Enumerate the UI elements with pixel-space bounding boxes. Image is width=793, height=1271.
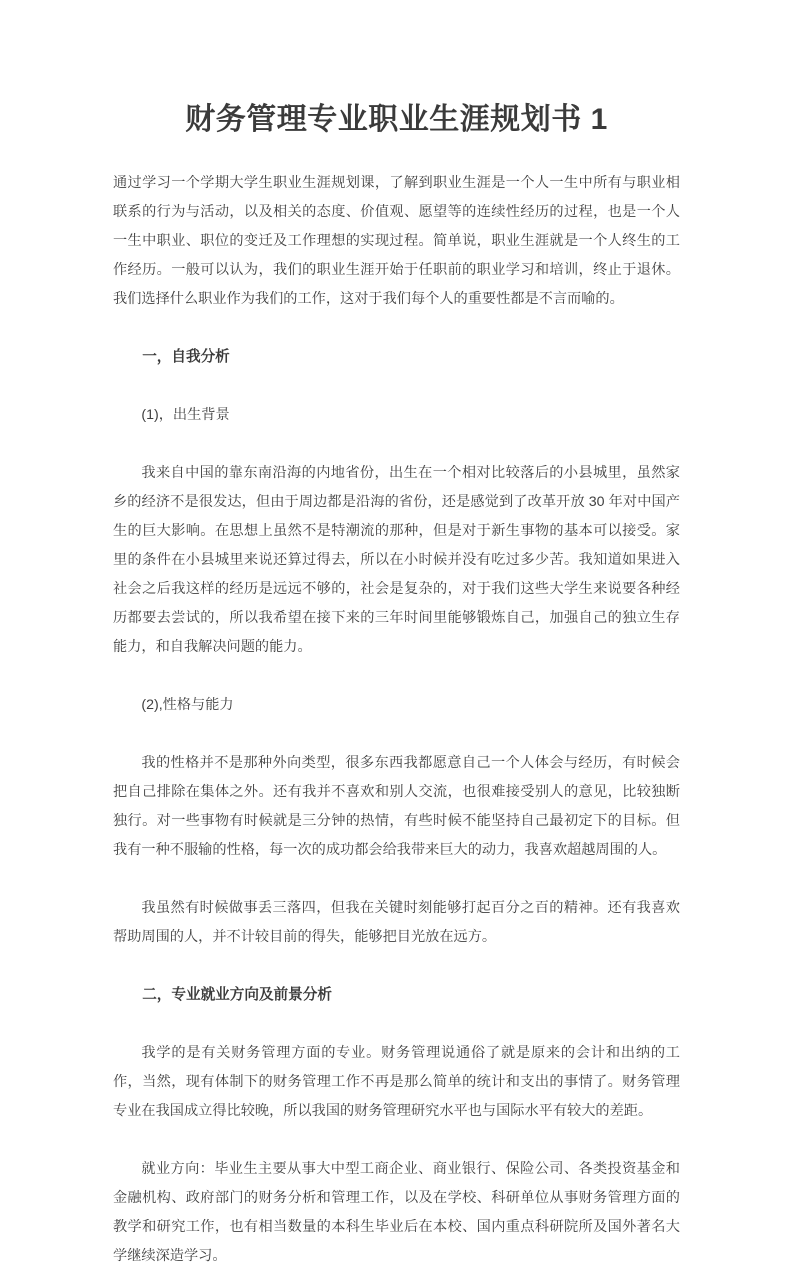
- paragraph-major-overview: 我学的是有关财务管理方面的专业。财务管理说通俗了就是原来的会计和出纳的工作，当然，现有体制下的财务管理工作不再是那么简单的统计和支出的事情了。财务管理专业在我国成立得比较晚，所以我国的财务管理研究水平也与国际水平有较大的差距。: [113, 1045, 680, 1119]
- paragraph-employment-direction: 就业方向：毕业生主要从事大中型工商企业、商业银行、保险公司、各类投资基金和金融机构、政府部门的财务分析和管理工作，以及在学校、科研单位从事财务管理方面的教学和研究工作，也有相当数量的本科生毕业后在本校、国内重点科研院所及国外著名大学继续深造学习。: [113, 1161, 680, 1264]
- paragraph-birth-background: 我来自中国的靠东南沿海的内地省份，出生在一个相对比较落后的小县城里，虽然家乡的经济不是很发达，但由于周边都是沿海的省份，还是感觉到了改革开放 30 年对中国产生的巨大影响。在思想上虽然不是特潮流的那种，但是对于新生事物的基本可以接受。家里的条件在小县城里来说还算过得去，所以在小时候并没有吃过多少苦。我知道如果进入社会之后我这样的经历是远远不够的，社会是复杂的，对于我们这些大学生来说要各种经历都要去尝试的，所以我希望在接下来的三年时间里能够锻炼自己，加强自己的独立生存能力，和自我解决问题的能力。: [113, 465, 680, 655]
- paragraph-personality-1: 我的性格并不是那种外向类型，很多东西我都愿意自己一个人体会与经历，有时候会把自己排除在集体之外。还有我并不喜欢和别人交流，也很难接受别人的意见，比较独断独行。对一些事物有时候就是三分钟的热情，有些时候不能坚持自己最初定下的目标。但我有一种不服输的性格，每一次的成功都会给我带来巨大的动力，我喜欢超越周围的人。: [113, 755, 680, 858]
- subsection-heading-birth-background: (1)，出生背景: [141, 407, 230, 423]
- subsection-heading-personality-ability: (2),性格与能力: [141, 697, 234, 713]
- paragraph-personality-2: 我虽然有时候做事丢三落四，但我在关键时刻能够打起百分之百的精神。还有我喜欢帮助周围的人，并不计较目前的得失，能够把目光放在远方。: [113, 900, 680, 945]
- document-title: 财务管理专业职业生涯规划书 1: [185, 103, 608, 136]
- section-heading-self-analysis: 一，自我分析: [142, 349, 230, 365]
- paragraph-intro: 通过学习一个学期大学生职业生涯规划课，了解到职业生涯是一个人一生中所有与职业相联系的行为与活动，以及相关的态度、价值观、愿望等的连续性经历的过程，也是一个人一生中职业、职位的变迁及工作理想的实现过程。简单说，职业生涯就是一个人终生的工作经历。一般可以认为，我们的职业生涯开始于任职前的职业学习和培训，终止于退休。我们选择什么职业作为我们的工作，这对于我们每个人的重要性都是不言而喻的。: [113, 175, 680, 307]
- section-heading-career-prospects: 二，专业就业方向及前景分析: [142, 987, 332, 1003]
